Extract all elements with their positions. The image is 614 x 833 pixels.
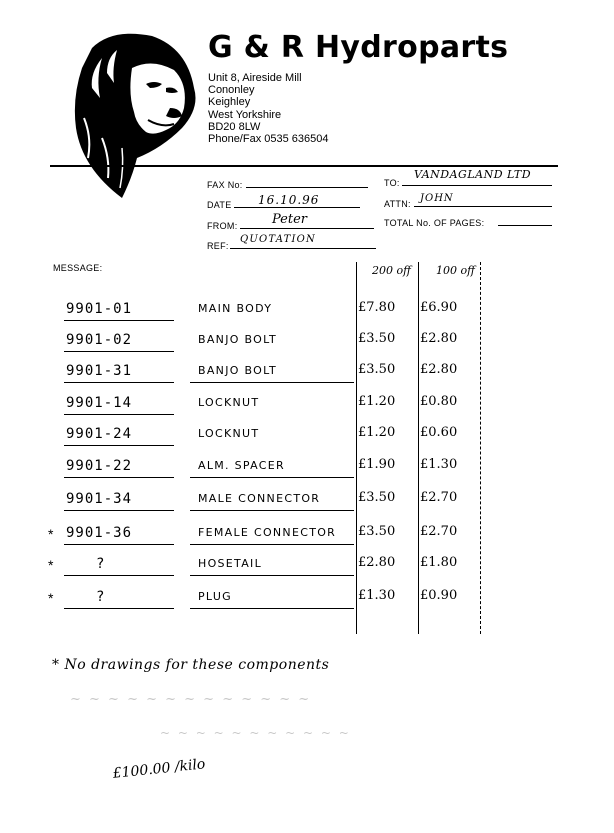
part-description: MAIN BODY bbox=[198, 302, 273, 315]
price-100: £1.80 bbox=[420, 555, 458, 570]
description-underline bbox=[190, 382, 354, 383]
price-100: £2.70 bbox=[420, 490, 458, 505]
header-divider bbox=[50, 165, 558, 167]
asterisk-mark: * bbox=[48, 590, 54, 606]
part-description: HOSETAIL bbox=[198, 557, 263, 570]
address-line: Unit 8, Aireside Mill bbox=[208, 72, 302, 84]
attn-label: ATTN: bbox=[384, 199, 411, 209]
from-value: Peter bbox=[272, 212, 307, 227]
price-200: £3.50 bbox=[358, 524, 396, 539]
asterisk-mark: * bbox=[48, 526, 54, 542]
part-code: 9901-24 bbox=[66, 426, 133, 442]
price-200: £7.80 bbox=[358, 300, 396, 315]
address-line: Cononley bbox=[208, 84, 255, 97]
description-underline bbox=[190, 510, 354, 511]
list-item bbox=[0, 457, 614, 487]
list-item bbox=[0, 490, 614, 520]
date-label: DATE bbox=[207, 200, 232, 210]
lion-logo-icon bbox=[62, 28, 202, 200]
list-item bbox=[0, 588, 614, 618]
price-100: £6.90 bbox=[420, 300, 458, 315]
price-200: £1.30 bbox=[358, 588, 396, 603]
list-item bbox=[0, 524, 614, 554]
attn-value: JOHN bbox=[420, 193, 454, 204]
code-underline bbox=[64, 445, 174, 446]
from-label: FROM: bbox=[207, 221, 238, 231]
code-underline bbox=[64, 320, 174, 321]
message-label: MESSAGE: bbox=[53, 263, 103, 273]
price-200: £3.50 bbox=[358, 331, 396, 346]
price-100: £0.80 bbox=[420, 394, 458, 409]
part-code: 9901-36 bbox=[66, 525, 133, 541]
list-item bbox=[0, 300, 614, 330]
to-underline bbox=[402, 184, 552, 186]
part-description: BANJO BOLT bbox=[198, 333, 278, 346]
part-description: LOCKNUT bbox=[198, 427, 260, 440]
drawings-note: * No drawings for these components bbox=[52, 657, 330, 673]
address-line: BD20 8LW bbox=[208, 120, 261, 133]
part-code: 9901-01 bbox=[66, 301, 133, 317]
code-underline bbox=[64, 351, 174, 352]
faint-handwriting: ~ ~ ~ ~ ~ ~ ~ ~ ~ ~ ~ bbox=[160, 726, 351, 740]
price-100: £2.80 bbox=[420, 331, 458, 346]
asterisk-mark: * bbox=[48, 557, 54, 573]
price-200: £3.50 bbox=[358, 362, 396, 377]
col-header-200: 200 off bbox=[372, 264, 411, 277]
price-200: £1.20 bbox=[358, 425, 396, 440]
part-code: ? bbox=[96, 556, 106, 572]
pages-label: TOTAL No. OF PAGES: bbox=[384, 218, 485, 228]
ref-label: REF: bbox=[207, 241, 229, 251]
date-value: 16.10.96 bbox=[258, 193, 320, 207]
code-underline bbox=[64, 382, 174, 383]
part-description: LOCKNUT bbox=[198, 396, 260, 409]
list-item bbox=[0, 394, 614, 424]
from-underline bbox=[240, 227, 374, 229]
list-item bbox=[0, 362, 614, 392]
part-code: 9901-22 bbox=[66, 458, 133, 474]
price-200: £1.20 bbox=[358, 394, 396, 409]
part-description: PLUG bbox=[198, 590, 232, 603]
part-description: BANJO BOLT bbox=[198, 364, 278, 377]
price-200: £2.80 bbox=[358, 555, 396, 570]
code-underline bbox=[64, 544, 174, 545]
price-100: £2.70 bbox=[420, 524, 458, 539]
pages-underline bbox=[498, 224, 552, 226]
address-line: Phone/Fax 0535 636504 bbox=[208, 133, 329, 146]
part-code: 9901-34 bbox=[66, 491, 133, 507]
fax-label: FAX No: bbox=[207, 180, 243, 190]
part-description: MALE CONNECTOR bbox=[198, 492, 321, 505]
price-per-kilo-note: £100.00 /kilo bbox=[112, 756, 207, 782]
faint-handwriting: ~ ~ ~ ~ ~ ~ ~ ~ ~ ~ ~ ~ ~ bbox=[70, 692, 312, 707]
part-code: 9901-14 bbox=[66, 395, 133, 411]
attn-underline bbox=[414, 205, 552, 207]
description-underline bbox=[190, 608, 354, 609]
ref-value: QUOTATION bbox=[240, 234, 316, 245]
list-item bbox=[0, 555, 614, 585]
price-100: £0.60 bbox=[420, 425, 458, 440]
col-header-100: 100 off bbox=[436, 264, 475, 277]
company-address bbox=[208, 72, 329, 145]
part-code: 9901-31 bbox=[66, 363, 133, 379]
to-label: TO: bbox=[384, 178, 400, 188]
code-underline bbox=[64, 477, 174, 478]
price-100: £2.80 bbox=[420, 362, 458, 377]
price-100: £0.90 bbox=[420, 588, 458, 603]
description-underline bbox=[190, 575, 354, 576]
ref-underline bbox=[230, 247, 376, 249]
code-underline bbox=[64, 608, 174, 609]
code-underline bbox=[64, 575, 174, 576]
code-underline bbox=[64, 414, 174, 415]
list-item bbox=[0, 425, 614, 455]
to-value: VANDAGLAND LTD bbox=[414, 168, 532, 181]
price-200: £3.50 bbox=[358, 490, 396, 505]
part-description: FEMALE CONNECTOR bbox=[198, 526, 337, 539]
part-description: ALM. SPACER bbox=[198, 459, 285, 472]
list-item bbox=[0, 331, 614, 361]
address-line: Keighley bbox=[208, 96, 251, 109]
price-200: £1.90 bbox=[358, 457, 396, 472]
company-name: G & R Hydroparts bbox=[208, 30, 509, 65]
part-code: ? bbox=[96, 589, 106, 605]
description-underline bbox=[190, 544, 354, 545]
address-line: West Yorkshire bbox=[208, 108, 282, 121]
part-code: 9901-02 bbox=[66, 332, 133, 348]
description-underline bbox=[190, 477, 354, 478]
price-100: £1.30 bbox=[420, 457, 458, 472]
code-underline bbox=[64, 510, 174, 511]
fax-underline bbox=[246, 186, 368, 188]
